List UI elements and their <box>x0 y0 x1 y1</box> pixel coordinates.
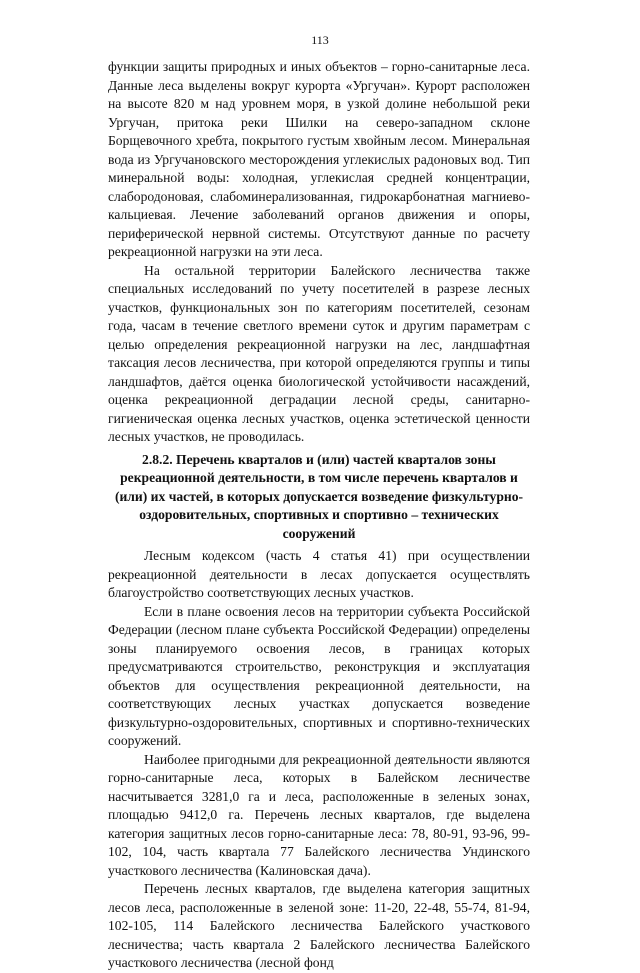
page-body <box>108 58 530 973</box>
paragraph-mountain-sanitary-forests: функции защиты природных и иных объектов – горно-санитарные леса. Данные леса выделены вокруг курорта «Ургучан». Курорт расположен на высоте 820 м над уровнем моря, в узкой долине небольшой реки Ургучан, притока реки Шилки на северо-западном склоне Борщевочного хребта, покрытого густым хвойным лесом. Минеральная вода из Ургучановского месторождения углекислых радоновых вод. Тип минеральной воды: холодная, углекислая средней концентрации, слабородоновая, слабоминерализованная, гидрокарбонатная магниево-кальциевая. Лечение заболеваний органов движения и опоры, периферической нервной системы. Отсутствуют данные по расчету рекреационной нагрузки на эти леса. <box>108 59 530 259</box>
paragraph-suitable-forests: Наиболее пригодными для рекреационной деятельности являются горно-санитарные леса, которых в Балейском лесничестве насчитывается 3281,0 га и леса, расположенные в зеленых зонах, площадью 9412,0 га. Перечень лесных кварталов, где выделена категория защитных лесов горно-санитарные леса: 78, 80-91, 93-96, 99-102, 104, часть квартала 77 Балейского лесничества Ундинского участкового лесничества (Калиновская дача). <box>108 751 530 878</box>
page-number: 113 <box>311 33 329 47</box>
paragraph-forest-code: Лесным кодексом (часть 4 статья 41) при осуществлении рекреационной деятельности в лесах допускается осуществлять благоустройство соответствующих лесных участков. <box>108 548 530 600</box>
paragraph-forest-plan: Если в плане освоения лесов на территории субъекта Российской Федерации (лесном плане субъекта Российской Федерации) определены зоны планируемого освоения лесов, в границах которых предусматриваются строительство, реконструкция и эксплуатация объектов для осуществления рекреационной деятельности, на соответствующих лесных участках допускается возведение физкультурно-оздоровительных, спортивных и спортивно-технических сооружений. <box>108 603 530 748</box>
paragraph-recreational-research: На остальной территории Балейского лесничества также специальных исследований по учету посетителей в разрезе лесных участков, функциональных зон по категориям посетителей, сезонам года, часам в течение светлого времени суток и другим параметрам с целью определения рекреационной нагрузки на лес, ландшафтная таксация лесов лесничества, при которой определяются группы и типы ландшафтов, даётся оценка биологической устойчивости насаждений, оценка рекреационной деградации лесной среды, санитарно- гигиеническая оценка лесных участков, оценка эстетической ценности лесных участков, не проводилась. <box>108 262 530 444</box>
paragraph-green-zone-list: Перечень лесных кварталов, где выделена категория защитных лесов леса, расположенные в зеленой зоне: 11-20, 22-48, 55-74, 81-94, 102-105, 114 Балейского лесничества Балейского участкового лесничества; часть квартала 2 Балейского лесничества Балейского участкового лесничества (лесной фонд <box>108 881 530 970</box>
section-heading: 2.8.2. Перечень кварталов и (или) частей кварталов зоны рекреационной деятельности, в том числе перечень кварталов и (или) их частей, в которых допускается возведение физкультурно-оздоровительных, спортивных и спортивно – технических сооружений <box>114 451 524 541</box>
